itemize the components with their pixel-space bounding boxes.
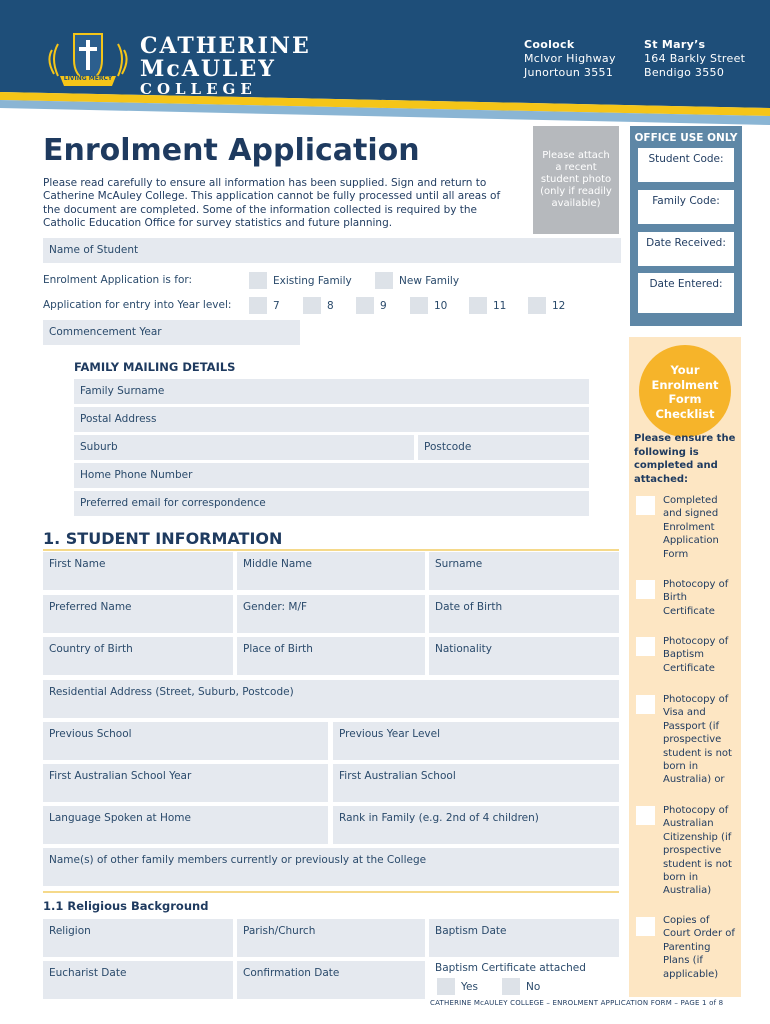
year-9-label: 9 — [380, 300, 387, 312]
campus-address-line: Junortoun 3551 — [524, 66, 614, 79]
photo-note-line: available) — [551, 198, 601, 209]
date-received-field[interactable]: Date Received: — [638, 232, 734, 266]
checklist-checkbox[interactable] — [636, 917, 655, 936]
baptism-date-field[interactable]: Baptism Date — [429, 919, 619, 957]
checklist-badge-line: Your — [670, 363, 700, 377]
first-name-field[interactable]: First Name — [43, 552, 233, 590]
name-of-student-field[interactable]: Name of Student — [43, 238, 621, 263]
preferred-name-field[interactable]: Preferred Name — [43, 595, 233, 633]
student-photo-box[interactable] — [533, 126, 619, 234]
campus-address-line: McIvor Highway — [524, 52, 616, 65]
checklist-badge-line: Checklist — [655, 406, 715, 421]
residential-address-field[interactable]: Residential Address (Street, Suburb, Postcode) — [43, 680, 619, 718]
family-surname-field[interactable]: Family Surname — [74, 379, 589, 404]
baptism-cert-yes-label: Yes — [461, 981, 478, 993]
existing-family-checkbox[interactable] — [249, 272, 267, 289]
page-footer: CATHERINE McAULEY COLLEGE – ENROLMENT APPLICATION FORM – PAGE 1 of 8 — [430, 999, 724, 1007]
section-divider — [43, 891, 619, 893]
campus-coolock — [524, 38, 616, 80]
commencement-year-field[interactable]: Commencement Year — [43, 320, 300, 345]
year-8-label: 8 — [327, 300, 334, 312]
date-of-birth-field[interactable]: Date of Birth — [429, 595, 619, 633]
year-9-checkbox[interactable] — [356, 297, 374, 314]
checklist-badge-line: Form — [668, 392, 702, 406]
new-family-checkbox[interactable] — [375, 272, 393, 289]
campus-st-marys — [644, 38, 745, 80]
student-info-heading: 1. STUDENT INFORMATION — [43, 529, 283, 548]
religious-heading: 1.1 Religious Background — [43, 899, 209, 913]
previous-school-field[interactable]: Previous School — [43, 722, 328, 760]
other-family-members-field[interactable]: Name(s) of other family members currently or previously at the College — [43, 848, 619, 886]
college-name-line3: COLLEGE — [140, 80, 257, 98]
page-title: Enrolment Application — [43, 133, 420, 168]
year-level-label: Application for entry into Year level: — [43, 299, 232, 311]
application-for-label: Enrolment Application is for: — [43, 274, 193, 286]
checklist-checkbox[interactable] — [636, 580, 655, 599]
family-code-field[interactable]: Family Code: — [638, 190, 734, 224]
section-divider — [43, 549, 619, 551]
year-10-checkbox[interactable] — [410, 297, 428, 314]
office-use-title: OFFICE USE ONLY — [634, 132, 738, 144]
checklist-badge — [639, 345, 731, 437]
campus-address-line: Bendigo 3550 — [644, 66, 725, 79]
baptism-cert-no-checkbox[interactable] — [502, 978, 520, 995]
postcode-field[interactable]: Postcode — [418, 435, 589, 460]
postal-address-field[interactable]: Postal Address — [74, 407, 589, 432]
confirmation-date-field[interactable]: Confirmation Date — [237, 961, 425, 999]
year-11-checkbox[interactable] — [469, 297, 487, 314]
baptism-cert-label: Baptism Certificate attached — [435, 962, 586, 974]
checklist-item-citizenship: Photocopy of Australian Citizenship (if prospective student is not born in Australia) — [663, 805, 732, 897]
college-name — [140, 34, 311, 98]
checklist-item-baptism-certificate: Photocopy of Baptism Certificate — [663, 636, 729, 674]
checklist-checkbox[interactable] — [636, 496, 655, 515]
previous-year-level-field[interactable]: Previous Year Level — [333, 722, 619, 760]
photo-note-line: (only if readily — [540, 186, 612, 197]
year-12-checkbox[interactable] — [528, 297, 546, 314]
suburb-field[interactable]: Suburb — [74, 435, 414, 460]
existing-family-label: Existing Family — [273, 275, 352, 287]
enrolment-checklist — [629, 337, 741, 997]
campus-name: St Mary’s — [644, 38, 706, 51]
gender-field[interactable]: Gender: M/F — [237, 595, 425, 633]
checklist-checkbox[interactable] — [636, 695, 655, 714]
checklist-item-court-order: Copies of Court Order of Parenting Plans (if applicable) — [663, 915, 735, 980]
date-entered-field[interactable]: Date Entered: — [638, 273, 734, 313]
first-aus-school-year-field[interactable]: First Australian School Year — [43, 764, 328, 802]
middle-name-field[interactable]: Middle Name — [237, 552, 425, 590]
country-of-birth-field[interactable]: Country of Birth — [43, 637, 233, 675]
checklist-checkbox[interactable] — [636, 637, 655, 656]
first-aus-school-field[interactable]: First Australian School — [333, 764, 619, 802]
year-11-label: 11 — [493, 300, 507, 312]
eucharist-date-field[interactable]: Eucharist Date — [43, 961, 233, 999]
photo-note-line: Please attach — [542, 150, 610, 161]
photo-note-line: student photo — [540, 174, 612, 185]
surname-field[interactable]: Surname — [429, 552, 619, 590]
office-use-panel — [630, 126, 742, 326]
student-code-field[interactable]: Student Code: — [638, 148, 734, 182]
religion-field[interactable]: Religion — [43, 919, 233, 957]
campus-address-line: 164 Barkly Street — [644, 52, 746, 65]
checklist-item-birth-certificate: Photocopy of Birth Certificate — [663, 579, 729, 617]
baptism-cert-yes-checkbox[interactable] — [437, 978, 455, 995]
year-8-checkbox[interactable] — [303, 297, 321, 314]
intro-text: Please read carefully to ensure all information has been supplied. Sign and return to Catherine McAuley College. This application cannot be fully processed until all areas of the document are completed. Some of the information collected is required by the Catholic Education Office for survey statistics and future planning. — [43, 177, 501, 230]
year-10-label: 10 — [434, 300, 448, 312]
baptism-cert-no-label: No — [526, 981, 541, 993]
checklist-checkbox[interactable] — [636, 806, 655, 825]
language-home-field[interactable]: Language Spoken at Home — [43, 806, 328, 844]
year-12-label: 12 — [552, 300, 566, 312]
checklist-item-application-form: Completed and signed Enrolment Application Form — [663, 495, 719, 560]
parish-field[interactable]: Parish/Church — [237, 919, 425, 957]
college-name-line1: CATHERINE — [140, 33, 311, 59]
family-mailing-heading: FAMILY MAILING DETAILS — [74, 360, 236, 374]
campus-name: Coolock — [524, 38, 575, 51]
nationality-field[interactable]: Nationality — [429, 637, 619, 675]
email-field[interactable]: Preferred email for correspondence — [74, 491, 589, 516]
new-family-label: New Family — [399, 275, 460, 287]
rank-in-family-field[interactable]: Rank in Family (e.g. 2nd of 4 children) — [333, 806, 619, 844]
page-header — [0, 0, 770, 125]
year-7-label: 7 — [273, 300, 280, 312]
checklist-item-visa-passport: Photocopy of Visa and Passport (if prospective student is not born in Australia) or — [663, 694, 732, 786]
college-name-line2: McAULEY — [140, 56, 276, 82]
checklist-intro: Please ensure the following is completed and attached: — [634, 433, 736, 485]
place-of-birth-field[interactable]: Place of Birth — [237, 637, 425, 675]
photo-note-line: a recent — [555, 162, 597, 173]
home-phone-field[interactable]: Home Phone Number — [74, 463, 589, 488]
year-7-checkbox[interactable] — [249, 297, 267, 314]
checklist-badge-line: Enrolment — [651, 377, 719, 392]
crest-motto: LIVING MERCY — [63, 75, 113, 82]
